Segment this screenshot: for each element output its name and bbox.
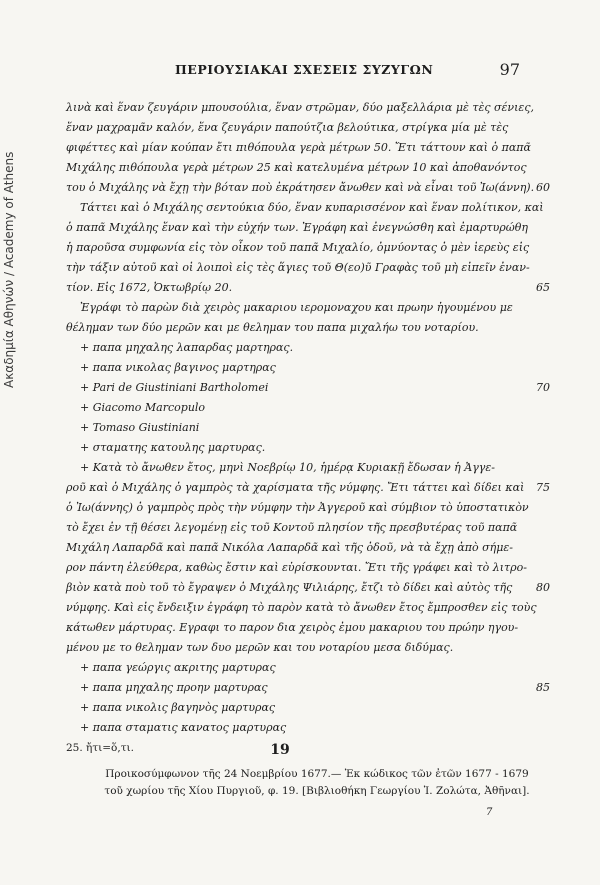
line-number: 70 bbox=[536, 381, 550, 394]
text-line: τίον. Εἰς 1672, Ὀκτωβρίῳ 20. 65 bbox=[66, 278, 520, 298]
witness-line: + Pari de Giustiniani Bartholomei 70 bbox=[66, 378, 520, 398]
text-line: Μιχάλη Λαπαρδᾶ καὶ παπᾶ Νικόλα Λαπαρδᾶ καὶ τῆς ὁδοῦ, νὰ τὰ ἔχῃ ἀπὸ σήμε- bbox=[66, 541, 514, 554]
text-line: Μιχάλης πιθόπουλα γερὰ μέτρων 25 καὶ κατελυμένα μέτρων 10 καὶ ἀποθανόντος bbox=[66, 161, 527, 174]
text-line: Ἐγράφι τὸ παρὼν διὰ χειρὸς μακαριου ιερομοναχου και πρωην ἡγουμένου με bbox=[80, 301, 513, 314]
text-line: ἕναν μαχραμᾶν καλόν, ἕνα ζευγάριν παπούτζια βελούτικα, στρίγκα μία μὲ τὲς bbox=[66, 121, 509, 134]
witness-line: + παπα σταματις κανατος μαρτυρας bbox=[80, 721, 287, 734]
text-line: ὁ Ἰω(άννης) ὁ γαμπρὸς πρὸς τὴν νύμφην τὴν Ἀγγεροῦ καὶ σύμβιον τὸ ὑποστατικὸν bbox=[66, 501, 529, 514]
witness-line: + παπα γεώργις ακριτης μαρτυρας bbox=[80, 661, 276, 674]
text-line: τὸ ἔχει ἐν τῇ θέσει λεγομένῃ εἰς τοῦ Κοντοῦ πλησίον τῆς πρεσβυτέρας τοῦ παπᾶ bbox=[66, 521, 518, 534]
line-number: 60 bbox=[536, 181, 550, 194]
academy-watermark: Ακαδημία Αθηνών / Academy of Athens bbox=[2, 151, 16, 389]
witness-line: + παπα νικολας βαγινος μαρτηρας bbox=[80, 361, 276, 374]
corner-mark: 7 bbox=[486, 807, 493, 818]
text-line: ρoῦ καὶ ὁ Μιχάλης ὁ γαμπρὸς τὰ χαρίσματα τῆς νύμφης. Ἔτι τάττει καὶ δίδει καὶ 75 bbox=[66, 478, 520, 498]
text-line: λινὰ καὶ ἕναν ζευγάριν μπουσούλια, ἕναν στρῶμαν, δύο μαξελλάρια μὲ τὲς σένιες, bbox=[66, 101, 534, 114]
witness-line: + Giacomo Marcopulo bbox=[80, 401, 206, 414]
page-number: 97 bbox=[499, 60, 520, 79]
text-line: βιὸν κατὰ ποὺ τοῦ τὸ ἔγραψεν ὁ Μιχάλης Ψιλιάρης, ἔτζι τὸ δίδει καὶ αὐτὸς τῆς 80 bbox=[66, 578, 520, 598]
text-line: του ὁ Μιχάλης νὰ ἔχῃ τὴν βόταν ποὺ ἐκράτησεν ἄνωθεν καὶ νὰ εἶναι τοῦ Ἰω(άννη). 60 bbox=[66, 178, 520, 198]
witness-line: + Tomaso Giustiniani bbox=[80, 421, 200, 434]
running-title: ΠΕΡΙΟΥΣΙΑΚΑΙ ΣΧΕΣΕΙΣ ΣΥΖΥΓΩΝ bbox=[175, 62, 434, 77]
line-number: 85 bbox=[536, 681, 550, 694]
body-text bbox=[66, 98, 550, 758]
text-line: τὴν τάξιν αὐτοῦ καὶ οἱ λοιποὶ εἰς τὲς ἅγιες τοῦ Θ(εο)ῦ Γραφὰς τοῦ μὴ εἰπεῖν ἐναν- bbox=[66, 261, 530, 274]
witness-line: + παπα μηχαλης προην μαρτυρας 85 bbox=[66, 678, 520, 698]
text-line: Τάττει καὶ ὁ Μιχάλης σεντούκια δύο, ἕναν κυπαρισσένον καὶ ἕναν πολίτικον, καὶ bbox=[80, 201, 544, 214]
text-line: θέλημαν των δύο μερῶν και με θελημαν του παπα μιχαλήω του νοταρίου. bbox=[66, 321, 479, 334]
text-line: φιφέττες καὶ μίαν κούπαν ἔτι πιθόπουλα γερὰ μέτρων 50. Ἔτι τάττουν καὶ ὁ παπᾶ bbox=[66, 141, 531, 154]
witness-line: + σταματης κατουλης μαρτυρας. bbox=[80, 441, 266, 454]
text-line: + Κατὰ τὸ ἄνωθεν ἔτος, μηνὶ Νοεβρίῳ 10, ἡμέρᾳ Κυριακῇ ἔδωσαν ἡ Ἀγγε- bbox=[80, 461, 495, 474]
text-line: ἡ παροῦσα συμφωνία εἰς τὸν οἶκον τοῦ παπᾶ Μιχαλίο, ὀμνύοντας ὁ μὲν ἱερεὺς εἰς bbox=[66, 241, 530, 254]
text-line: κάτωθεν μάρτυρας. Εγραφι το παρον δια χειρὸς ἐμου μακαριου του πρώην ηγου- bbox=[66, 621, 519, 634]
line-number: 80 bbox=[536, 581, 550, 594]
witness-line: + παπα νικολις βαγηνὸς μαρτυρας bbox=[80, 701, 276, 714]
running-header bbox=[60, 60, 520, 82]
line-number: 65 bbox=[536, 281, 550, 294]
source-line: Προικοσύμφωνον τῆς 24 Νοεμβρίου 1677.— Ἐκ κώδικος τῶν ἐτῶν 1677 - 1679 bbox=[105, 768, 529, 780]
text-line: νύμφης. Καὶ εἰς ἔνδειξιν ἐγράφη τὸ παρὸν κατὰ τὸ ἄνωθεν ἔτος ἔμπροσθεν εἰς τοὺς bbox=[66, 601, 537, 614]
footnote: 25. ἤτι=ὅ,τι. bbox=[66, 742, 134, 754]
text-line: ὁ παπᾶ Μιχάλης ἕναν καὶ τὴν εὐχήν των. Ἐγράφη καὶ ἐνεγνώσθη καὶ ἐμαρτυρώθη bbox=[66, 221, 528, 234]
text-line: ρον πάντη ἐλεύθερα, καθὼς ἔστιν καὶ εὑρίσκουνται. Ἔτι τῆς γράφει καὶ τὸ λιτρο- bbox=[66, 561, 527, 574]
source-line: τοῦ χωρίου τῆς Χίου Πυργιοῦ, φ. 19. [Βιβλιοθήκη Γεωργίου Ἰ. Ζολώτα, Ἀθῆναι]. bbox=[104, 785, 530, 797]
source-note bbox=[92, 766, 542, 800]
witness-line: + παπα μηχαλης λαπαρδας μαρτηρας. bbox=[80, 341, 294, 354]
text-line: μένου με το θελημαν των δυο μερῶν και του νοταρίου μεσα διδύμας. bbox=[66, 641, 454, 654]
document-number: 19 bbox=[270, 742, 290, 758]
line-number: 75 bbox=[536, 481, 550, 494]
